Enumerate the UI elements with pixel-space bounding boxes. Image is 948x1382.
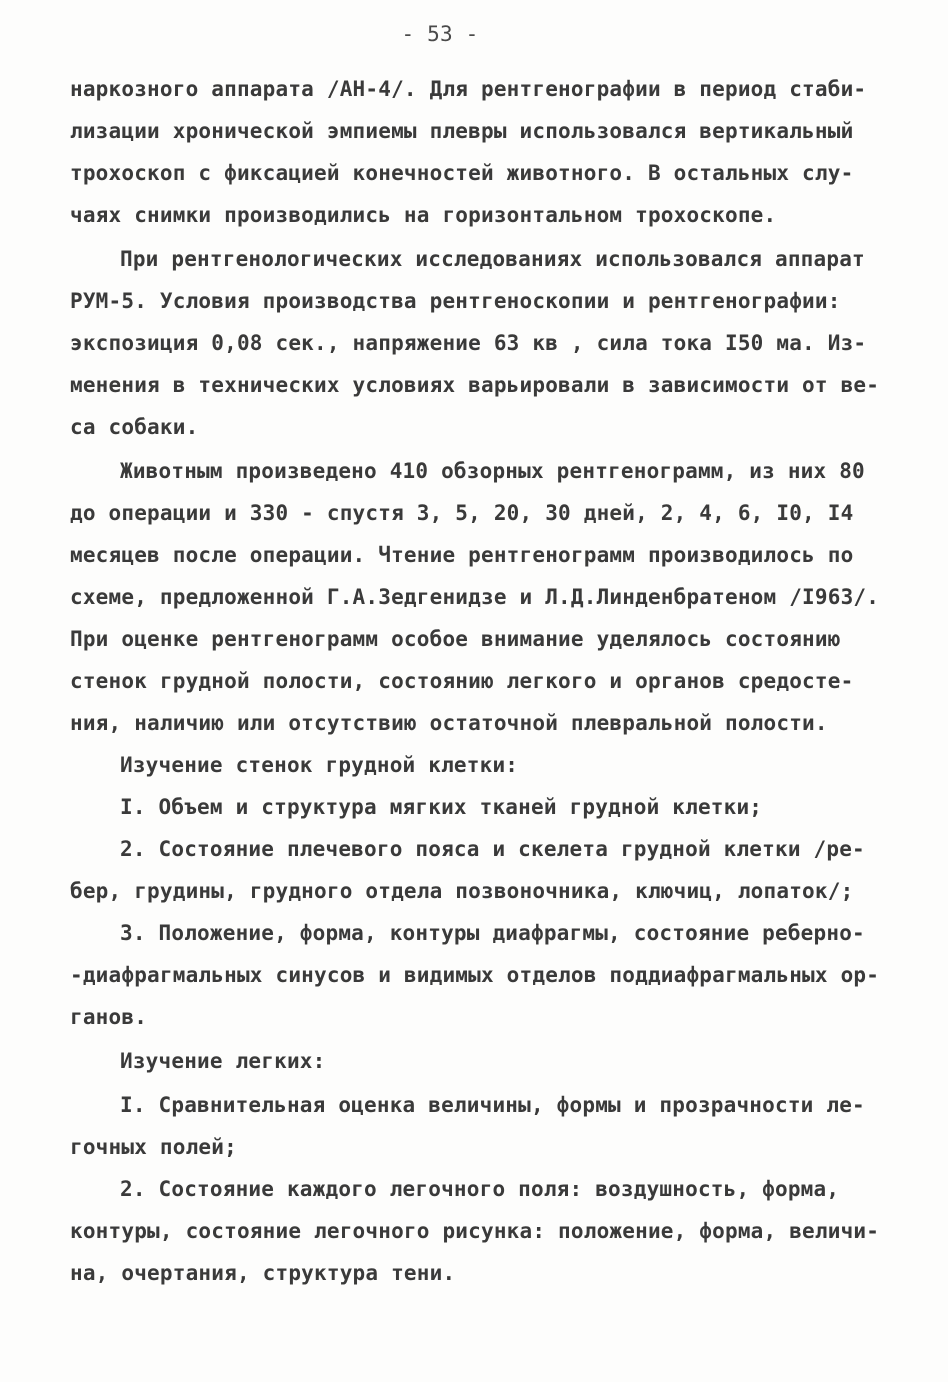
- list-item: I. Объем и структура мягких тканей грудной клетки;: [120, 795, 763, 819]
- section-heading: Изучение легких:: [120, 1049, 326, 1073]
- text-line: Животным произведено 410 обзорных рентгенограмм, из них 80: [120, 459, 865, 483]
- text-line: контуры, состояние легочного рисунка: положение, форма, величи-: [70, 1219, 880, 1243]
- text-line: са собаки.: [70, 415, 199, 439]
- section-heading: Изучение стенок грудной клетки:: [120, 753, 519, 777]
- text-line: стенок грудной полости, состоянию легкого и органов средосте-: [70, 669, 854, 693]
- list-item: I. Сравнительная оценка величины, формы и прозрачности ле-: [120, 1093, 865, 1117]
- text-line: -диафрагмальных синусов и видимых отделов поддиафрагмальных ор-: [70, 963, 880, 987]
- list-item: 2. Состояние плечевого пояса и скелета грудной клетки /ре-: [120, 837, 865, 861]
- text-line: трохоскоп с фиксацией конечностей животного. В остальных слу-: [70, 161, 854, 185]
- text-line: экспозиция 0,08 сек., напряжение 63 кв , сила тока I50 ма. Из-: [70, 331, 867, 355]
- text-line: до операции и 330 - спустя 3, 5, 20, 30 дней, 2, 4, 6, I0, I4: [70, 501, 854, 525]
- text-line: гочных полей;: [70, 1135, 237, 1159]
- list-item: 3. Положение, форма, контуры диафрагмы, состояние реберно-: [120, 921, 865, 945]
- text-line: ганов.: [70, 1005, 148, 1029]
- page-number: - 53 -: [401, 22, 479, 46]
- list-item: 2. Состояние каждого легочного поля: воздушность, форма,: [120, 1177, 840, 1201]
- text-line: РУМ-5. Условия производства рентгеноскопии и рентгенографии:: [70, 289, 841, 313]
- text-line: ния, наличию или отсутствию остаточной плевральной полости.: [70, 711, 828, 735]
- text-line: При рентгенологических исследованиях использовался аппарат: [120, 247, 865, 271]
- text-line: на, очертания, структура тени.: [70, 1261, 456, 1285]
- text-line: схеме, предложенной Г.А.Зедгенидзе и Л.Д.Линденбратеном /I963/.: [70, 585, 880, 609]
- text-line: бер, грудины, грудного отдела позвоночника, ключиц, лопаток/;: [70, 879, 854, 903]
- text-line: При оценке рентгенограмм особое внимание уделялось состоянию: [70, 627, 841, 651]
- text-line: лизации хронической эмпиемы плевры использовался вертикальный: [70, 119, 854, 143]
- text-line: чаях снимки производились на горизонтальном трохоскопе.: [70, 203, 777, 227]
- text-line: месяцев после операции. Чтение рентгенограмм производилось по: [70, 543, 854, 567]
- text-line: менения в технических условиях варьировали в зависимости от ве-: [70, 373, 880, 397]
- text-line: наркозного аппарата /АН-4/. Для рентгенографии в период стаби-: [70, 77, 867, 101]
